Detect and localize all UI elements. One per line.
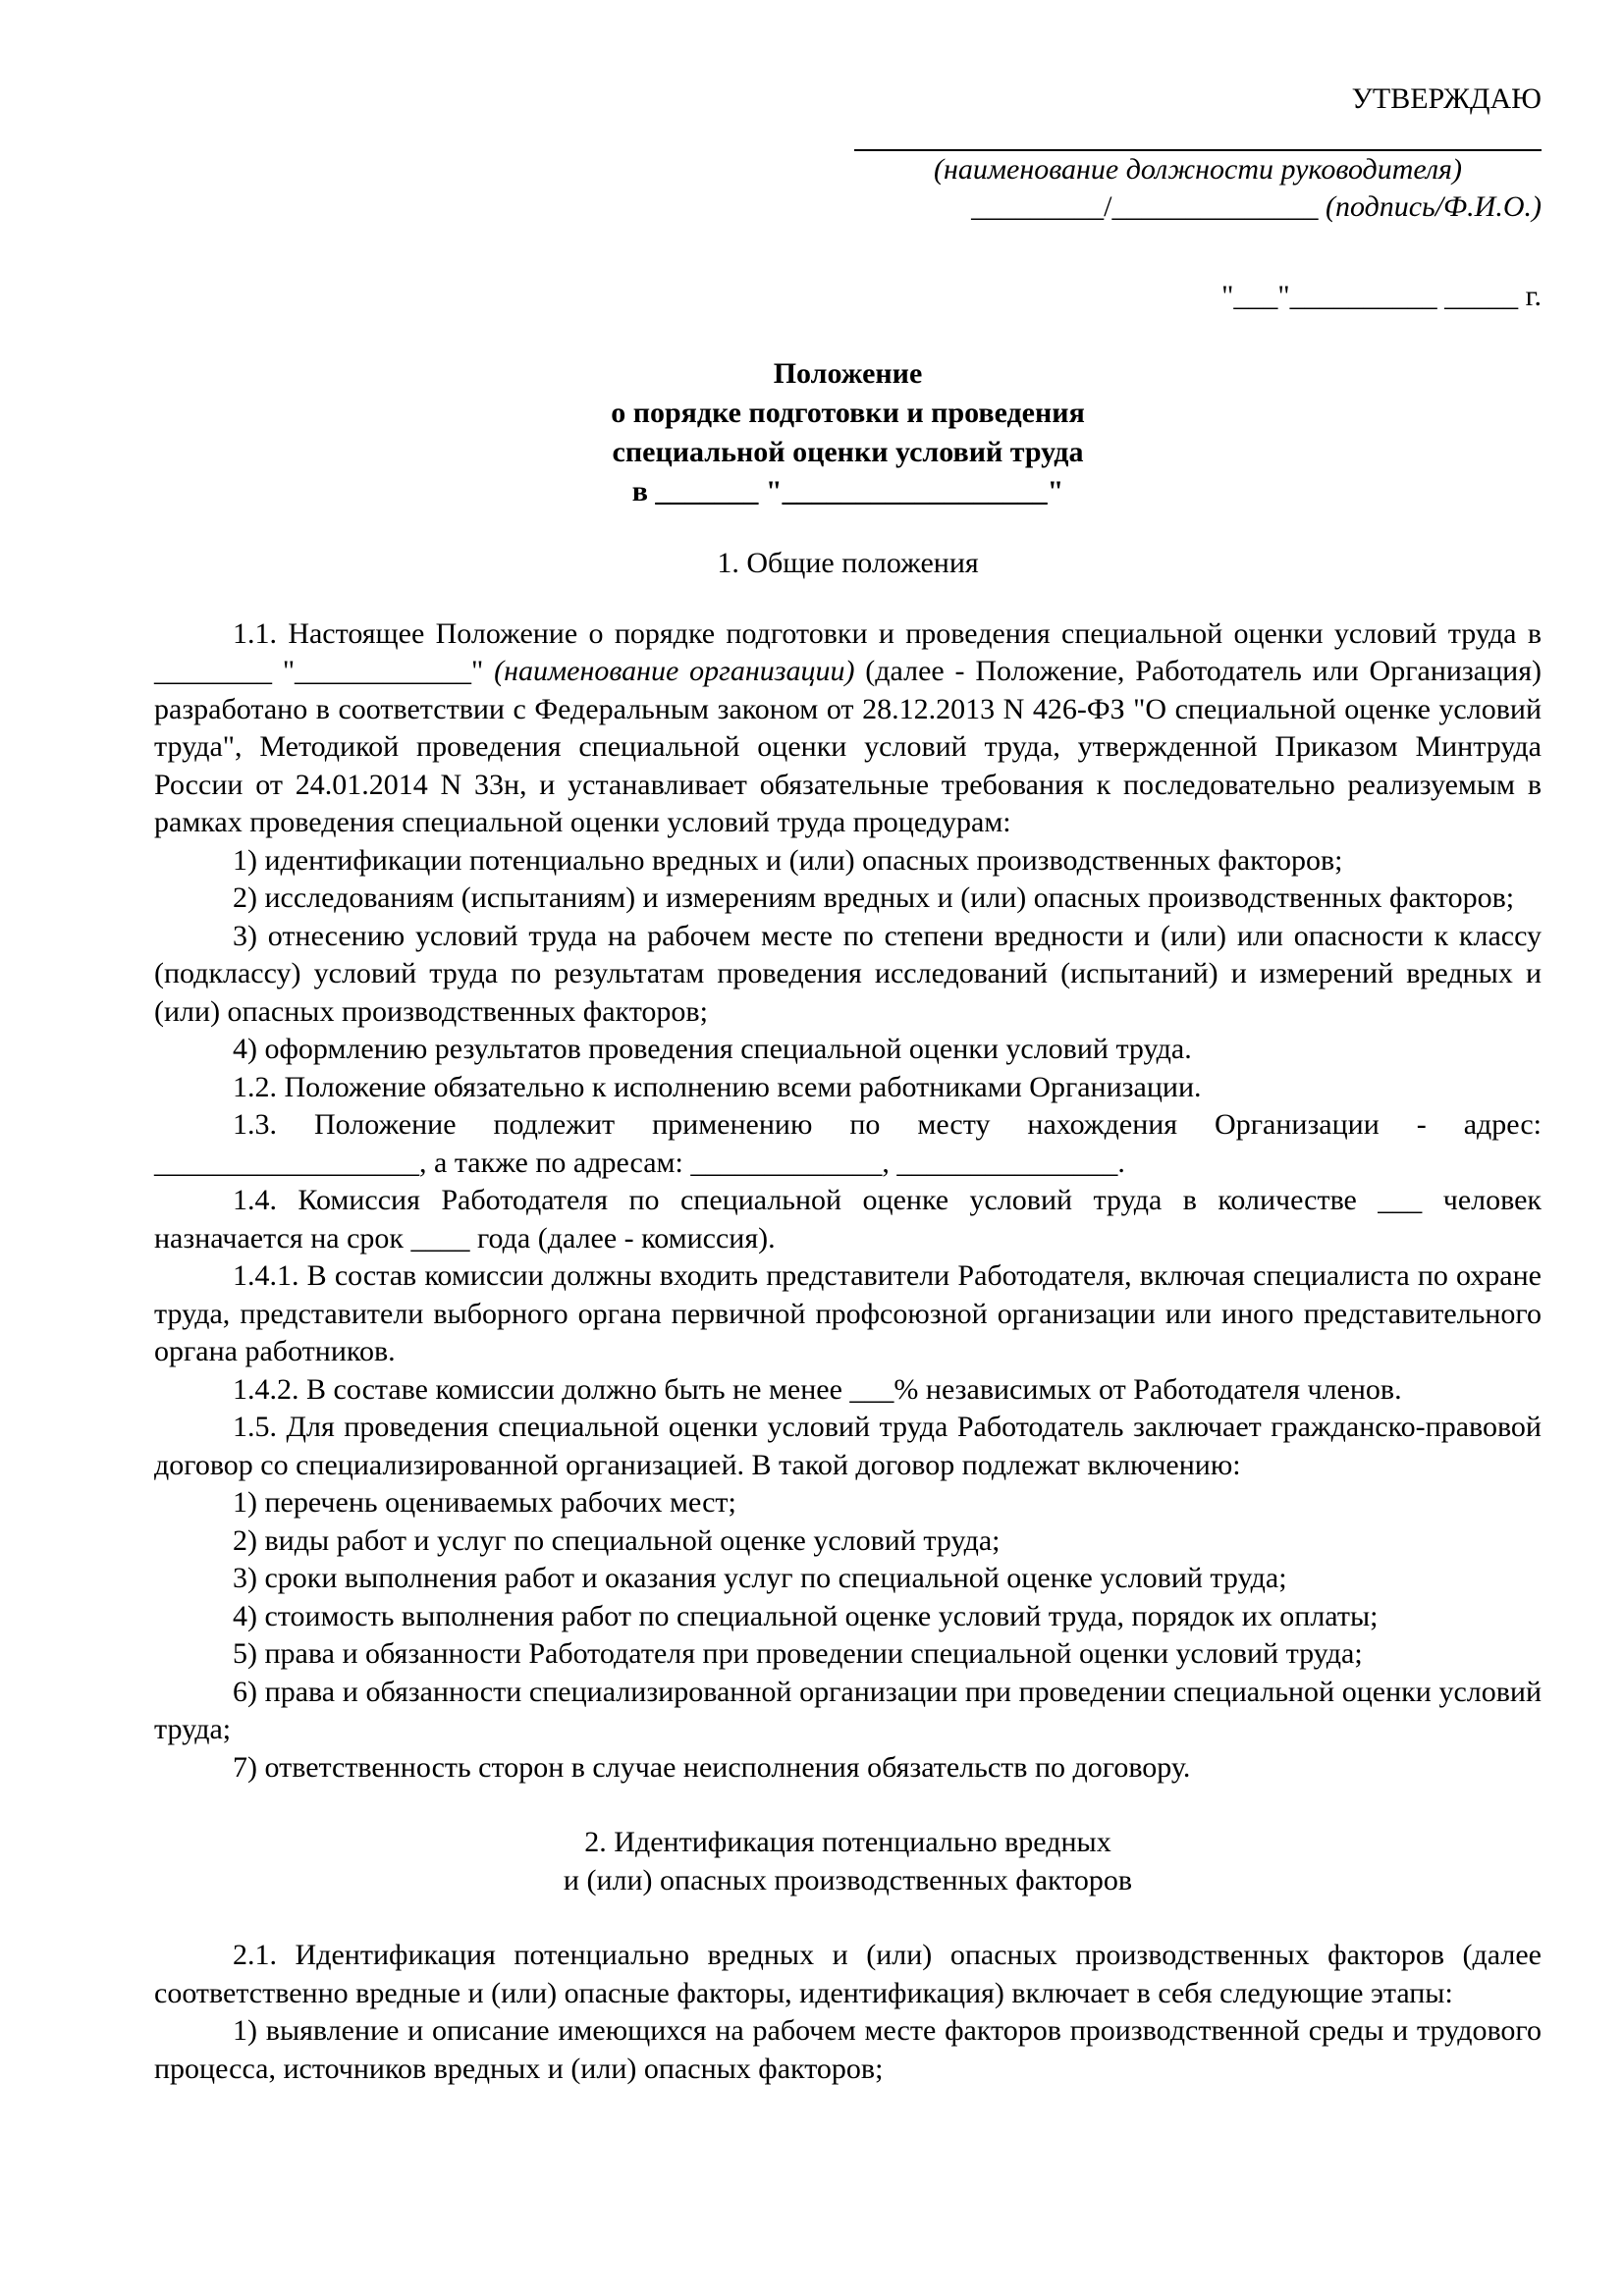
contract-item-1: 1) перечень оцениваемых рабочих мест;	[233, 1486, 736, 1519]
position-caption: (наименование должности руководителя)	[854, 149, 1542, 189]
paragraph-1-4: 1.4. Комиссия Работодателя по специальной оценке условий труда в количестве ___ человек назначается на срок ____ года (далее - комиссия).	[154, 1184, 1542, 1255]
document-title	[154, 354, 1542, 511]
document-title-line-3: специальной оценки условий труда	[612, 436, 1084, 468]
paragraph-1-1-pre: 1.1. Настоящее Положение о порядке подготовки и проведения специальной оценки условий труда в ________ "____________"	[154, 616, 1542, 687]
section-2-heading-line-2: и (или) опасных производственных факторов	[563, 1863, 1133, 1896]
paragraph-1-1-post: (далее - Положение, Работодатель или Организация) разработано в соответствии с Федеральным законом от 28.12.2013 N 426-ФЗ "О специальной оценке условий труда", Методикой проведения специальной оценки условий труда, утвержденной Приказом Минтруда России от 24.01.2014 N 33н, и устанавливает обязательные требования к последовательно реализуемым в рамках проведения специальной оценки условий труда процедурам:	[154, 655, 1542, 838]
org-name-caption: (наименование организации)	[494, 655, 855, 687]
contract-item-4: 4) стоимость выполнения работ по специальной оценке условий труда, порядок их оплаты;	[233, 1599, 1379, 1632]
document-title-line-2: о порядке подготовки и проведения	[611, 397, 1085, 429]
paragraph-1-4-2: 1.4.2. В составе комиссии должно быть не менее ___% независимых от Работодателя членов.	[233, 1372, 1402, 1406]
signature-caption: (подпись/Ф.И.О.)	[1325, 190, 1542, 223]
signature-blanks: _________/______________	[971, 190, 1326, 223]
signature-line	[154, 188, 1542, 227]
date-line: "___"__________ _____ г.	[1221, 279, 1542, 312]
contract-item-5: 5) права и обязанности Работодателя при проведении специальной оценки условий труда;	[233, 1637, 1363, 1670]
contract-item-6: 6) права и обязанности специализированной организации при проведении специальной оценки условий труда;	[154, 1675, 1542, 1745]
paragraph-2-1: 2.1. Идентификация потенциально вредных и (или) опасных производственных факторов (далее соответственно вредные и (или) опасные факторы, идентификация) включает в себя следующие этапы:	[154, 1939, 1542, 2009]
stage-item-1: 1) выявление и описание имеющихся на рабочем месте факторов производственной среды и трудового процесса, источников вредных и (или) опасных факторов;	[154, 2014, 1542, 2085]
procedure-item-1: 1) идентификации потенциально вредных и (или) опасных производственных факторов;	[233, 843, 1343, 877]
section-1-heading: 1. Общие положения	[717, 547, 979, 579]
document-title-line-4: в _______ "__________________"	[631, 475, 1064, 507]
section-2-heading	[154, 1824, 1542, 1899]
procedure-item-4: 4) оформлению результатов проведения специальной оценки условий труда.	[233, 1033, 1192, 1065]
contract-item-2: 2) виды работ и услуг по специальной оценке условий труда;	[233, 1523, 1001, 1557]
paragraph-1-3: 1.3. Положение подлежит применению по месту нахождения Организации - адрес: __________________, а также по адресам: _____________, _______________.	[154, 1108, 1542, 1179]
procedure-item-3: 3) отнесению условий труда на рабочем месте по степени вредности и (или) или опасности к классу (подклассу) условий труда по результатам проведения исследований (испытаний) и измерений вредных и (или) опасных производственных факторов;	[154, 919, 1542, 1028]
paragraph-1-2: 1.2. Положение обязательно к исполнению всеми работниками Организации.	[233, 1070, 1202, 1103]
paragraph-1-5: 1.5. Для проведения специальной оценки условий труда Работодатель заключает гражданско-правовой договор со специализированной организацией. В такой договор подлежат включению:	[154, 1411, 1542, 1481]
approve-label: УТВЕРЖДАЮ	[1351, 82, 1542, 115]
document-title-line-1: Положение	[773, 357, 923, 390]
paragraph-1-4-1: 1.4.1. В состав комиссии должны входить представители Работодателя, включая специалиста по охране труда, представители выборного органа первичной профсоюзной организации или иного представительного органа работников.	[154, 1259, 1542, 1367]
paragraph-1-1	[154, 615, 1542, 842]
contract-item-3: 3) сроки выполнения работ и оказания услуг по специальной оценке условий труда;	[233, 1562, 1287, 1594]
procedure-item-2: 2) исследованиям (испытаниям) и измерениям вредных и (или) опасных производственных факторов;	[233, 881, 1515, 914]
contract-item-7: 7) ответственность сторон в случае неисполнения обязательств по договору.	[233, 1750, 1191, 1784]
section-2-heading-line-1: 2. Идентификация потенциально вредных	[584, 1826, 1111, 1858]
